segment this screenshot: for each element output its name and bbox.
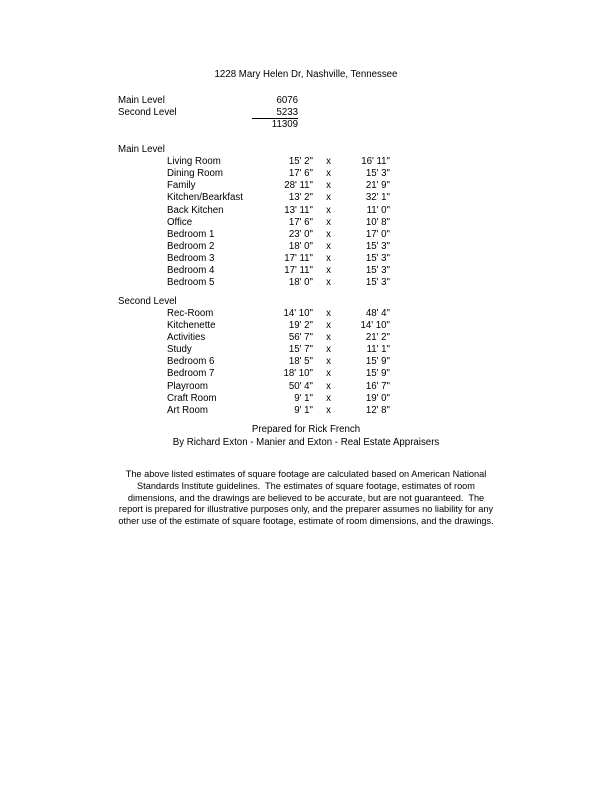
room-dim1: 9' 1" [294, 392, 313, 404]
room-dim2: 12' 8" [365, 404, 390, 416]
summary-row-label: Main Level [118, 94, 165, 106]
room-name: Bedroom 5 [167, 277, 215, 289]
room-row [167, 320, 390, 332]
room-dim1: 9' 1" [294, 404, 313, 416]
dimension-separator: x [326, 168, 331, 180]
summary-row-value: 6076 [276, 94, 298, 106]
room-dim1: 15' 7" [288, 344, 313, 356]
disclaimer-block [0, 469, 612, 528]
room-dim1: 17' 11" [284, 253, 313, 265]
dimension-separator: x [326, 216, 331, 228]
room-name: Rec-Room [167, 307, 214, 319]
room-name: Office [167, 216, 193, 228]
room-dim2: 21' 2" [365, 332, 390, 343]
summary-total-row [118, 119, 298, 131]
dimension-separator: x [326, 307, 331, 319]
room-dim1: 50' 4" [288, 380, 313, 392]
room-dim2: 11' 1" [366, 344, 390, 356]
summary-row-label: Second Level [118, 106, 177, 118]
dimension-separator: x [326, 392, 331, 404]
room-dim2: 15' 3" [365, 168, 390, 180]
room-name: Activities [167, 332, 206, 343]
room-row [167, 265, 390, 277]
room-name: Kitchenette [167, 319, 216, 331]
room-row [167, 381, 390, 393]
dimension-separator: x [326, 277, 331, 289]
room-row [167, 168, 390, 180]
room-dim1: 17' 6" [288, 168, 313, 180]
room-dim1: 13' 2" [288, 192, 313, 204]
summary-rows [118, 95, 298, 119]
room-dim1: 28' 11" [284, 180, 313, 192]
room-dim2: 15' 3" [365, 265, 390, 277]
dimension-separator: x [326, 380, 331, 392]
disclaimer-line: report is prepared for illustrative purposes only, and the preparer assumes no liability for any [118, 504, 494, 515]
room-dim2: 15' 9" [365, 356, 390, 368]
room-dim1: 17' 6" [288, 216, 313, 228]
room-dim1: 56' 7" [288, 332, 313, 343]
room-row [167, 368, 390, 380]
room-row [167, 229, 390, 241]
room-name: Bedroom 2 [167, 241, 215, 253]
room-name: Bedroom 6 [167, 356, 215, 368]
room-row [167, 356, 390, 368]
room-sections [118, 144, 390, 417]
disclaimer-line: other use of the estimate of square footage, estimate of room dimensions, and the drawings. [118, 516, 494, 526]
room-dim2: 15' 3" [365, 277, 390, 289]
room-name: Playroom [167, 380, 208, 392]
summary-row-value: 5233 [252, 107, 298, 119]
prepared-block [0, 424, 612, 448]
dimension-separator: x [326, 356, 331, 368]
room-dim1: 14' 10" [283, 307, 313, 319]
room-row [167, 253, 390, 265]
room-row [167, 180, 390, 192]
room-row [167, 332, 390, 344]
dimension-separator: x [326, 319, 331, 331]
room-dim2: 16' 11" [361, 156, 390, 168]
room-row [167, 205, 390, 217]
room-name: Back Kitchen [167, 204, 224, 216]
room-name: Bedroom 1 [167, 228, 215, 240]
section-main-level [118, 144, 390, 290]
summary-total-value: 11309 [271, 118, 298, 130]
room-dim1: 17' 11" [284, 265, 313, 277]
room-dim1: 13' 11" [284, 204, 313, 216]
room-name: Bedroom 3 [167, 253, 215, 265]
summary-table [118, 95, 298, 131]
dimension-separator: x [326, 204, 331, 216]
room-dim2: 14' 10" [360, 319, 390, 331]
summary-row [118, 95, 298, 107]
room-row [167, 217, 390, 229]
dimension-separator: x [326, 368, 331, 380]
room-name: Dining Room [167, 168, 223, 180]
room-dim1: 15' 2" [288, 156, 313, 168]
room-dim2: 48' 4" [365, 307, 390, 319]
dimension-separator: x [326, 404, 331, 416]
room-dim2: 15' 3" [365, 241, 390, 253]
room-dim2: 19' 0" [365, 392, 390, 404]
disclaimer-line: Standards Institute guidelines. The estimates of square footage, estimates of room [137, 480, 475, 491]
disclaimer-line: dimensions, and the drawings are believed to be accurate, but are not guaranteed. The [127, 492, 485, 503]
room-name: Bedroom 4 [167, 265, 215, 277]
room-dim1: 18' 5" [288, 356, 313, 368]
room-dim2: 32' 1" [365, 192, 390, 204]
dimension-separator: x [326, 156, 331, 168]
room-name: Study [167, 344, 192, 356]
room-row [167, 308, 390, 320]
dimension-separator: x [326, 253, 331, 265]
room-dim1: 18' 0" [288, 241, 313, 253]
room-dim2: 15' 3" [365, 253, 390, 265]
room-row [167, 344, 390, 356]
room-name: Bedroom 7 [167, 368, 215, 380]
room-dim2: 16' 7" [365, 380, 390, 392]
room-row [167, 241, 390, 253]
dimension-separator: x [326, 192, 331, 204]
summary-row [118, 107, 298, 119]
room-row [167, 393, 390, 405]
section-title: Main Level [118, 143, 165, 155]
room-name: Craft Room [167, 392, 217, 404]
room-dim2: 10' 8" [365, 216, 390, 228]
dimension-separator: x [326, 265, 331, 277]
room-name: Kitchen/Bearkfast [167, 192, 243, 204]
room-row [167, 405, 390, 417]
dimension-separator: x [326, 228, 331, 240]
room-name: Art Room [167, 404, 208, 416]
section-title: Second Level [118, 295, 177, 307]
prepared-by-line: By Richard Exton - Manier and Exton - Real Estate Appraisers [172, 436, 440, 448]
summary-total-label [118, 119, 252, 131]
dimension-separator: x [326, 241, 331, 253]
room-row [167, 192, 390, 204]
room-dim2: 11' 0" [366, 204, 390, 216]
section-second-level [118, 296, 390, 417]
room-row [167, 156, 390, 168]
room-dim2: 17' 0" [365, 228, 390, 240]
page-title: 1228 Mary Helen Dr, Nashville, Tennessee [214, 69, 398, 80]
room-name: Living Room [167, 156, 221, 168]
prepared-for-line: Prepared for Rick French [251, 424, 361, 436]
disclaimer-line: The above listed estimates of square footage are calculated based on American National [125, 469, 487, 479]
dimension-separator: x [326, 332, 331, 343]
room-name: Family [167, 180, 196, 192]
room-dim2: 21' 9" [365, 180, 390, 192]
room-dim1: 18' 10" [283, 368, 313, 380]
room-dim1: 18' 0" [288, 277, 313, 289]
room-row [167, 277, 390, 289]
room-dim2: 15' 9" [365, 368, 390, 380]
room-dim1: 23' 0" [288, 228, 313, 240]
dimension-separator: x [326, 344, 331, 356]
room-dim1: 19' 2" [288, 319, 313, 331]
dimension-separator: x [326, 180, 331, 192]
